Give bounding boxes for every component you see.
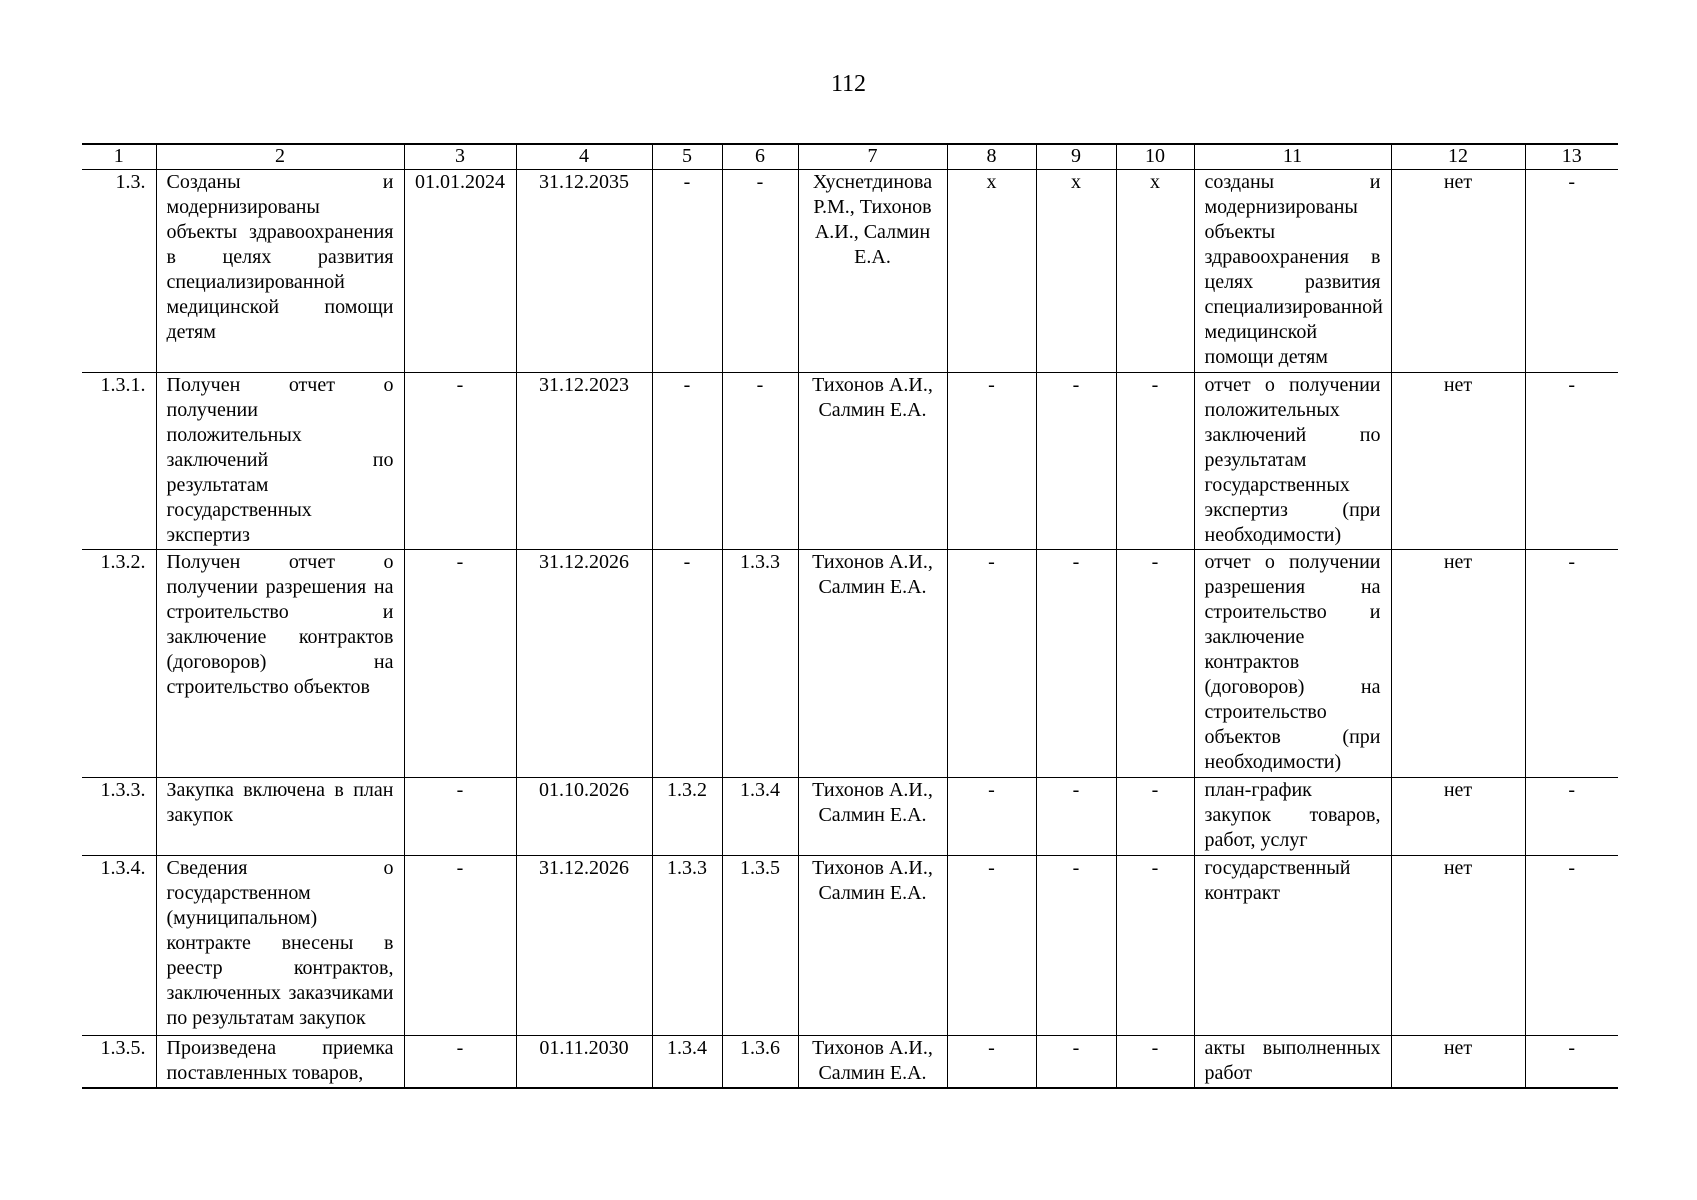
predecessor: - [652,550,722,778]
cell-col-13: - [1525,856,1618,1036]
predecessor: - [652,170,722,373]
responsible: Тихонов А.И., Салмин Е.А. [798,856,947,1036]
column-header: 12 [1391,144,1525,170]
cell-col-10: - [1116,373,1194,550]
cell-col-9: - [1036,550,1116,778]
cell-col-13: - [1525,778,1618,856]
page-number: 112 [830,71,867,97]
row-number: 1.3.5. [82,1036,156,1088]
table-row [82,1036,1618,1088]
responsible: Тихонов А.И., Салмин Е.А. [798,1036,947,1088]
table-row [82,373,1618,550]
result-document: акты выполненных работ [1194,1036,1391,1088]
event-name: Сведения о государственном (муниципальном) контракте внесены в реестр контрактов, заключенных заказчиками по результатам закупок [156,856,404,1036]
successor: 1.3.4 [722,778,798,856]
cell-col-13: - [1525,1036,1618,1088]
column-header: 4 [516,144,652,170]
table-row [82,856,1618,1036]
plan-table [82,143,1618,1089]
cell-col-9: - [1036,778,1116,856]
end-date: 31.12.2023 [516,373,652,550]
result-document: государственный контракт [1194,856,1391,1036]
start-date: - [404,373,516,550]
result-document: план-график закупок товаров, работ, услуг [1194,778,1391,856]
end-date: 31.12.2026 [516,550,652,778]
result-document: отчет о получении положительных заключений по результатам государственных экспертиз (при необходимости) [1194,373,1391,550]
start-date: 01.01.2024 [404,170,516,373]
column-number-row [82,144,1618,170]
start-date: - [404,550,516,778]
cell-col-12: нет [1391,373,1525,550]
start-date: - [404,856,516,1036]
cell-col-12: нет [1391,170,1525,373]
cell-col-12: нет [1391,778,1525,856]
row-number: 1.3.1. [82,373,156,550]
column-header: 10 [1116,144,1194,170]
row-number: 1.3.3. [82,778,156,856]
end-date: 31.12.2035 [516,170,652,373]
cell-col-13: - [1525,550,1618,778]
result-document: отчет о получении разрешения на строительство и заключение контрактов (договоров) на строительство объектов (при необходимости) [1194,550,1391,778]
table-row [82,550,1618,778]
cell-col-13: - [1525,373,1618,550]
column-header: 5 [652,144,722,170]
event-name: Получен отчет о получении положительных заключений по результатам государственных экспертиз [156,373,404,550]
cell-col-10: x [1116,170,1194,373]
cell-col-12: нет [1391,1036,1525,1088]
cell-col-10: - [1116,1036,1194,1088]
result-document: созданы и модернизированы объекты здравоохранения в целях развития специализированной медицинской помощи детям [1194,170,1391,373]
cell-col-12: нет [1391,550,1525,778]
responsible: Хуснетдинова Р.М., Тихонов А.И., Салмин Е.А. [798,170,947,373]
event-name: Получен отчет о получении разрешения на строительство и заключение контрактов (договоров) на строительство объектов [156,550,404,778]
column-header: 13 [1525,144,1618,170]
responsible: Тихонов А.И., Салмин Е.А. [798,778,947,856]
table-row [82,778,1618,856]
cell-col-9: - [1036,1036,1116,1088]
row-number: 1.3.4. [82,856,156,1036]
column-header: 6 [722,144,798,170]
event-name: Созданы и модернизированы объекты здравоохранения в целях развития специализированной медицинской помощи детям [156,170,404,373]
cell-col-8: x [947,170,1036,373]
column-header: 3 [404,144,516,170]
cell-col-10: - [1116,778,1194,856]
event-name: Произведена приемка поставленных товаров, [156,1036,404,1088]
column-header: 8 [947,144,1036,170]
row-number: 1.3.2. [82,550,156,778]
successor: - [722,373,798,550]
successor: - [722,170,798,373]
cell-col-9: x [1036,170,1116,373]
column-header: 11 [1194,144,1391,170]
successor: 1.3.3 [722,550,798,778]
cell-col-10: - [1116,856,1194,1036]
cell-col-8: - [947,856,1036,1036]
column-header: 7 [798,144,947,170]
cell-col-10: - [1116,550,1194,778]
cell-col-9: - [1036,856,1116,1036]
successor: 1.3.6 [722,1036,798,1088]
predecessor: 1.3.4 [652,1036,722,1088]
event-name: Закупка включена в план закупок [156,778,404,856]
cell-col-13: - [1525,170,1618,373]
predecessor: 1.3.2 [652,778,722,856]
end-date: 01.10.2026 [516,778,652,856]
cell-col-8: - [947,373,1036,550]
cell-col-8: - [947,550,1036,778]
end-date: 31.12.2026 [516,856,652,1036]
start-date: - [404,778,516,856]
responsible: Тихонов А.И., Салмин Е.А. [798,373,947,550]
column-header: 2 [156,144,404,170]
column-header: 9 [1036,144,1116,170]
successor: 1.3.5 [722,856,798,1036]
table-row [82,170,1618,373]
predecessor: 1.3.3 [652,856,722,1036]
cell-col-8: - [947,1036,1036,1088]
cell-col-8: - [947,778,1036,856]
end-date: 01.11.2030 [516,1036,652,1088]
cell-col-12: нет [1391,856,1525,1036]
predecessor: - [652,373,722,550]
start-date: - [404,1036,516,1088]
responsible: Тихонов А.И., Салмин Е.А. [798,550,947,778]
column-header: 1 [82,144,156,170]
row-number: 1.3. [82,170,156,373]
cell-col-9: - [1036,373,1116,550]
